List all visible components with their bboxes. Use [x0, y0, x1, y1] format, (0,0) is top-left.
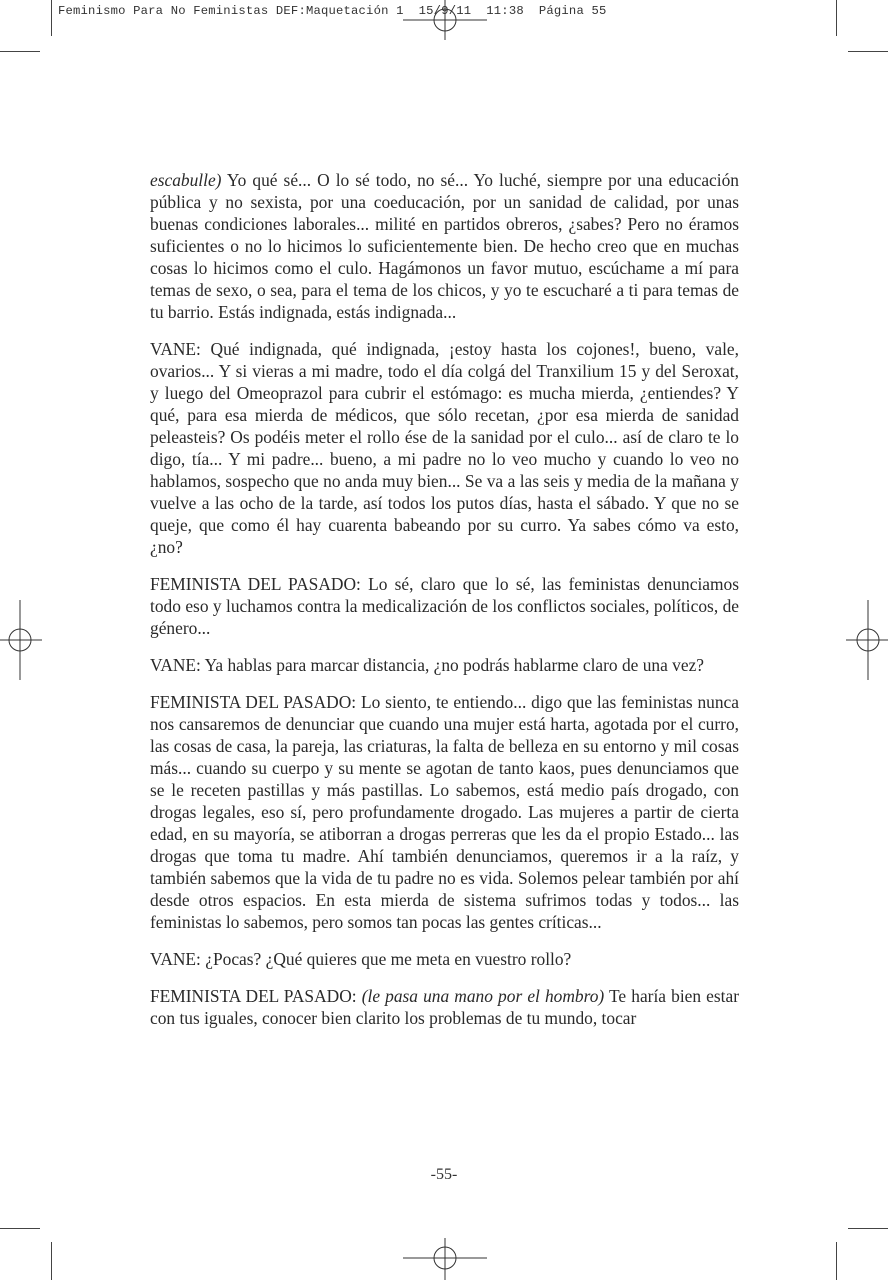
registration-mark-bottom	[403, 1238, 487, 1280]
crop-mark-top-right-vertical	[836, 0, 837, 36]
slug-line: Feminismo Para No Feministas DEF:Maquetación 1 15/9/11 11:38 Página 55	[58, 4, 607, 18]
paragraph-text: Lo sé, claro que lo sé, las feministas denunciamos todo eso y luchamos contra la medicalización de los conflictos sociales, políticos, de género...	[150, 574, 739, 638]
paragraph-text: Yo qué sé... O lo sé todo, no sé... Yo luché, siempre por una educación pública y no sexista, por una coeducación, por un sanidad de calidad, por unas buenas condiciones laborales... milité en partidos obreros, ¿sabes? Pero no éramos suficientes o no lo hicimos lo suficientemente bien. De hecho creo que en muchas cosas lo hicimos como el culo. Hagámonos un favor mutuo, escúchame a mí para temas de sexo, o sea, para el tema de los chicos, y yo te escucharé a ti para temas de tu barrio. Estás indignada, estás indignada...	[150, 170, 739, 322]
crop-mark-bottom-left-horizontal	[0, 1228, 40, 1229]
crop-mark-bottom-right-vertical	[836, 1242, 837, 1280]
paragraph-4	[150, 654, 739, 676]
crop-mark-bottom-right-horizontal	[848, 1228, 888, 1229]
speaker-name: VANE:	[150, 655, 201, 675]
registration-mark-left	[0, 600, 42, 680]
paragraph-text: ¿Pocas? ¿Qué quieres que me meta en vuestro rollo?	[200, 949, 572, 969]
speaker-name: FEMINISTA DEL PASADO:	[150, 692, 357, 712]
registration-mark-top	[403, 0, 487, 40]
paragraph-2	[150, 338, 739, 558]
crop-mark-top-right-horizontal	[848, 51, 888, 52]
speaker-name: FEMINISTA DEL PASADO:	[150, 986, 357, 1006]
speaker-name: VANE:	[150, 949, 201, 969]
paragraph-6	[150, 948, 739, 970]
crop-mark-top-left-horizontal	[0, 51, 40, 52]
paragraph-1	[150, 169, 739, 323]
paragraph-text: Qué indignada, qué indignada, ¡estoy hasta los cojones!, bueno, vale, ovarios... Y si vieras a mi madre, todo el día colgá del Tranxilium 15 y del Seroxat, y luego del Omeoprazol para cubrir el estómago: es mucha mierda, ¿entiendes? Y qué, para esa mierda de médicos, que sólo recetan, ¿por esa mierda de sanidad peleasteis? Os podéis meter el rollo ése de la sanidad por el culo... así de claro te lo digo, tía... Y mi padre... bueno, a mi padre no lo veo mucho y cuando lo veo no hablamos, sospecho que no anda muy bien... Se va a las seis y media de la mañana y vuelve a las ocho de la tarde, así todos los putos días, hasta el sábado. Y que no se queje, que como él hay cuarenta babeando por su curro. Ya sabes cómo va esto, ¿no?	[150, 339, 739, 557]
paragraph-5	[150, 691, 739, 933]
paragraph-text: Te haría bien estar con tus iguales, conocer bien clarito los problemas de tu mundo, tocar	[150, 986, 739, 1028]
stage-direction: (le pasa una mano por el hombro)	[356, 986, 605, 1006]
crop-mark-top-left-vertical	[51, 0, 52, 36]
crop-mark-bottom-left-vertical	[51, 1242, 52, 1280]
speaker-name: VANE:	[150, 339, 201, 359]
speaker-name: FEMINISTA DEL PASADO:	[150, 574, 361, 594]
page-number: -55-	[430, 1166, 458, 1183]
stage-direction: escabulle)	[150, 170, 222, 190]
paragraph-text: Lo siento, te entiendo... digo que las feministas nunca nos cansaremos de denunciar que cuando una mujer está harta, agotada por el curro, las cosas de casa, la pareja, las criaturas, la falta de belleza en su entorno y mil cosas más... cuando su cuerpo y su mente se agotan de tanto kaos, pues denunciamos que se le receten pastillas y más pastillas. Lo sabemos, está medio país drogado, con drogas legales, eso sí, pero profundamente drogado. Las mujeres a partir de cierta edad, en su mayoría, se atiborran a drogas perreras que les da el propio Estado... las drogas que toma tu madre. Ahí también denunciamos, queremos ir a la raíz, y también sabemos que la vida de tu padre no es vida. Solemos pelear también por ahí desde otros espacios. En esta mierda de sistema sufrimos todas y todos... las feministas lo sabemos, pero somos tan pocas las gentes críticas...	[150, 692, 739, 932]
paragraph-7	[150, 985, 739, 1029]
paragraph-text: Ya hablas para marcar distancia, ¿no podrás hablarme claro de una vez?	[200, 655, 705, 675]
registration-mark-right	[846, 600, 888, 680]
paragraph-3	[150, 573, 739, 639]
body-text	[150, 169, 739, 1044]
